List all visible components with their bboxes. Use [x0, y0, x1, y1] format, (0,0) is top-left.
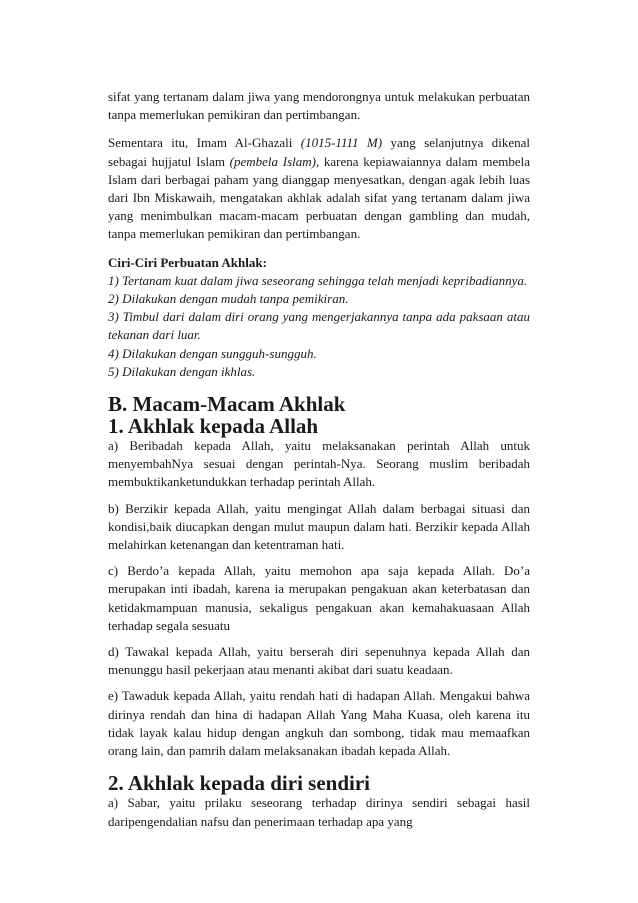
ciri-item: 2) Dilakukan dengan mudah tanpa pemikiran.: [108, 291, 349, 307]
ciri-item: 3) Timbul dari dalam diri orang yang mengerjakannya tanpa ada paksaan atau tekanan dari luar.: [108, 309, 530, 343]
al-ghazali-text-b: yang selanjutnya dikenal sebagai hujjatul Islam: [108, 135, 530, 169]
ciri-item: 1) Tertanam kuat dalam jiwa seseorang sehingga telah menjadi kepribadiannya.: [108, 272, 528, 288]
ciri-item: 4) Dilakukan dengan sungguh-sungguh.: [108, 345, 317, 361]
akhlak-allah-item: a) Beribadah kepada Allah, yaitu melaksanakan perintah Allah untuk menyembahNya sesuai dengan perintah-Nya. Seorang muslim beribadah membuktikanketundukkan terhadap perintah Allah.: [108, 438, 530, 490]
subsection-1-heading: 1. Akhlak kepada Allah: [108, 414, 319, 439]
al-ghazali-text-a: Sementara itu, Imam Al-Ghazali: [108, 135, 301, 151]
paragraph-al-ghazali: [108, 134, 530, 243]
page-content: [108, 88, 530, 831]
akhlak-allah-item: e) Tawaduk kepada Allah, yaitu rendah hati di hadapan Allah. Mengakui bahwa dirinya rendah dan hina di hadapan Allah Yang Maha Kuasa, oleh karena itu tidak layak kalau hidup dengan angkuh dan sombong, tidak mau memaafkan orang lain, dan pamrih dalam melaksanakan ibadah kepada Allah.: [108, 688, 530, 759]
ciri-list: [108, 272, 530, 381]
subsection-2-heading: 2. Akhlak kepada diri sendiri: [108, 771, 370, 796]
akhlak-self-item: a) Sabar, yaitu prilaku seseorang terhadap dirinya sendiri sebagai hasil daripengendalian nafsu dan penerimaan terhadap apa yang: [108, 795, 530, 829]
paragraph-definition-continued: sifat yang tertanam dalam jiwa yang mendorongnya untuk melakukan perbuatan tanpa memerlukan pemikiran dan pertimbangan.: [108, 89, 530, 123]
akhlak-allah-item: b) Berzikir kepada Allah, yaitu mengingat Allah dalam berbagai situasi dan kondisi,baik diucapkan dengan mulut maupun dalam hati. Berzikir kepada Allah melahirkan ketenangan dan ketentraman hati.: [108, 500, 530, 553]
ciri-heading: Ciri-Ciri Perbuatan Akhlak:: [108, 254, 267, 270]
section-b-heading: B. Macam-Macam Akhlak: [108, 392, 346, 417]
al-ghazali-title: (pembela Islam): [229, 153, 316, 169]
ciri-item: 5) Dilakukan dengan ikhlas.: [108, 363, 256, 379]
akhlak-allah-item: d) Tawakal kepada Allah, yaitu berserah diri sepenuhnya kepada Allah dan menunggu hasil pekerjaan atau menanti akibat dari suatu keadaan.: [108, 644, 530, 678]
akhlak-allah-item: c) Berdo’a kepada Allah, yaitu memohon apa saja kepada Allah. Do’a merupakan inti ibadah, karena ia merupakan pengakuan akan keterbatasan dan ketidakmampuan manusia, sekaligus pengakuan akan kemahakuasaan Allah terhadap segala sesuatu: [108, 563, 530, 633]
al-ghazali-years: (1015-1111 M): [300, 135, 383, 151]
al-ghazali-text-c: , karena kepiawaiannya dalam membela Islam dari berbagai paham yang dianggap menyesatkan, dengan agak lebih luas dari Ibn Miskawaih, mengatakan akhlak adalah sifat yang tertanam dalam jiwa yang menimbulkan macam-macam perbuatan dengan gambling dan mudah, tanpa memerlukan pemikiran dan pertimbangan.: [108, 153, 530, 242]
